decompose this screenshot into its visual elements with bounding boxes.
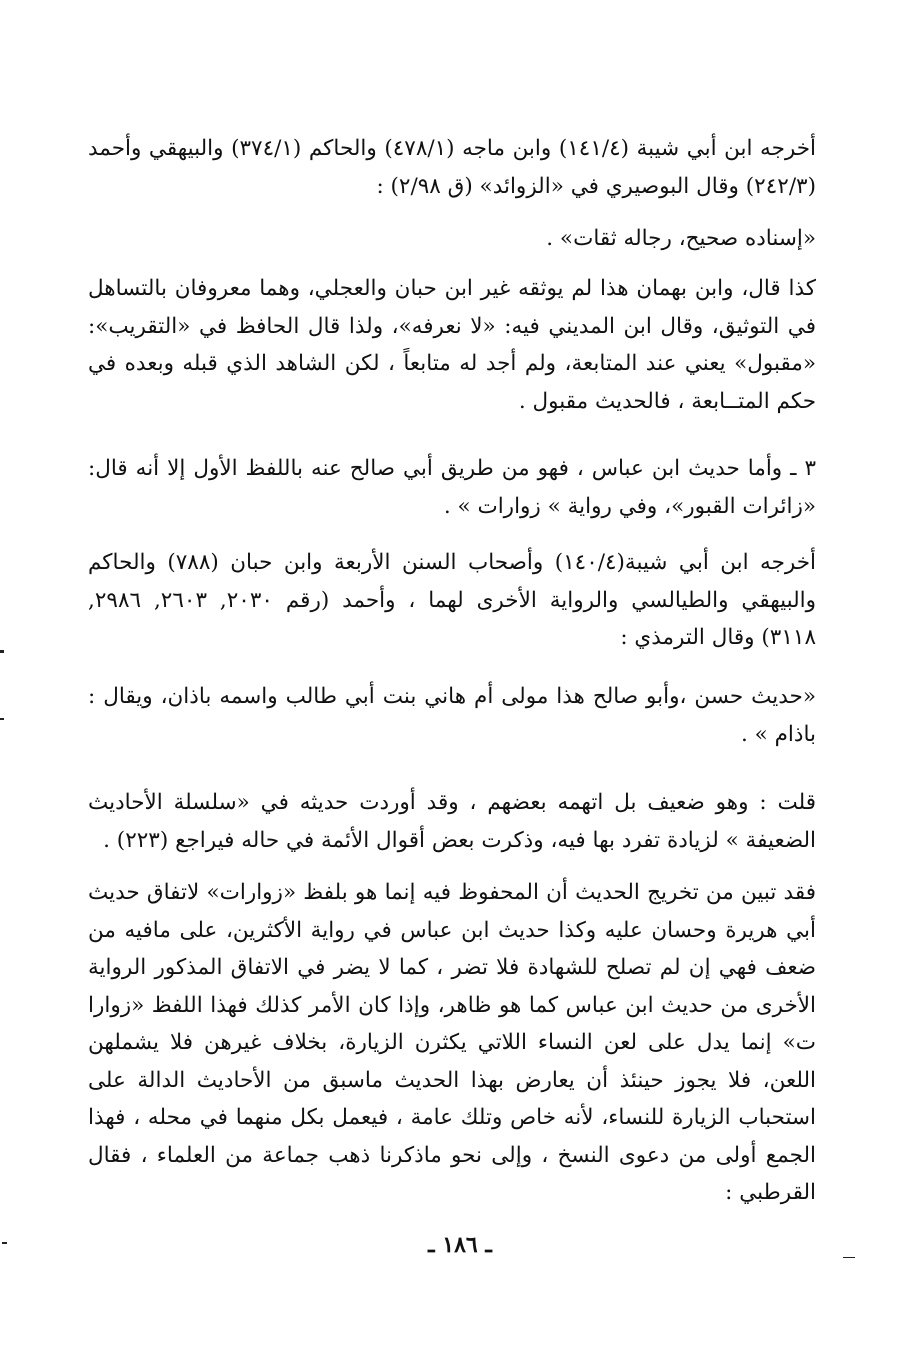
page-number: ـ ١٨٦ ـ bbox=[428, 1232, 492, 1258]
paragraph-1: أخرجه ابن أبي شيبة (١٤١/٤) وابن ماجه (٤٧٨/١) والحاكم (٣٧٤/١) والبيهقي وأحمد (٢٤٢/٣) وقال البوصيري في «الزوائد» (ق ٢/٩٨) : bbox=[88, 136, 816, 199]
scan-mark bbox=[2, 1242, 7, 1244]
scan-mark bbox=[0, 650, 4, 653]
scan-mark bbox=[843, 1257, 855, 1258]
paragraph-4: ٣ ـ وأما حديث ابن عباس ، فهو من طريق أبي صالح عنه باللفظ الأول إلا أنه قال: «زائرات القبور»، وفي رواية » زوارات » . bbox=[88, 456, 816, 519]
paragraph-8: فقد تبين من تخريج الحديث أن المحفوظ فيه إنما هو بلفظ «زوارات» لاتفاق حديث أبي هريرة وحسان عليه وكذا حديث ابن عباس في رواية الأكثرين، على مافيه من ضعف فهي إن لم تصلح للشهادة فلا تضر ، كما لا يضر في الاتفاق المذكور الرواية الأخرى من حديث ابن عباس كما هو ظاهر، وإذا كان الأمر كذلك فهذا اللفظ «زوارا ت» إنما يدل على لعن النساء اللاتي يكثرن الزيارة، بخلاف غيرهن فلا يشملهن اللعن، فلا يجوز حينئذ أن يعارض بهذا الحديث ماسبق من الأحاديث الدالة على استحباب الزيارة للنساء، لأنه خاص وتلك عامة ، فيعمل بكل منهما في محله ، فهذا الجمع أولى من دعوى النسخ ، وإلى نحو ماذكرنا ذهب جماعة من العلماء ، فقال القرطبي : bbox=[88, 880, 816, 1205]
scan-mark bbox=[0, 718, 4, 720]
paragraph-2: «إسناده صحيح، رجاله ثقات» . bbox=[546, 226, 816, 251]
paragraph-5: أخرجه ابن أبي شيبة(١٤٠/٤) وأصحاب السنن الأربعة وابن حبان (٧٨٨) والحاكم والبيهقي والطيالسي والرواية الأخرى لهما ، وأحمد (رقم ٢٠٣٠, ٢٦٠٣, ٢٩٨٦, ٣١١٨) وقال الترمذي : bbox=[88, 550, 817, 650]
paragraph-7: قلت : وهو ضعيف بل اتهمه بعضهم ، وقد أوردت حديثه في «سلسلة الأحاديث الضعيفة » لزيادة تفرد بها فيه، وذكرت بعض أقوال الأئمة في حاله فيراجع (٢٢٣) . bbox=[88, 790, 816, 853]
paragraph-6: «حديث حسن ،وأبو صالح هذا مولى أم هاني بنت أبي طالب واسمه باذان، ويقال : باذام » . bbox=[88, 684, 816, 747]
paragraph-3: كذا قال، وابن بهمان هذا لم يوثقه غير ابن حبان والعجلي، وهما معروفان بالتساهل في التوثيق، وقال ابن المديني فيه: «لا نعرفه»، ولذا قال الحافظ في «التقريب»: «مقبول» يعني عند المتابعة، ولم أجد له متابعاً ، لكن الشاهد الذي قبله وبعده في حكم المتــابعة ، فالحديث مقبول . bbox=[88, 276, 816, 414]
